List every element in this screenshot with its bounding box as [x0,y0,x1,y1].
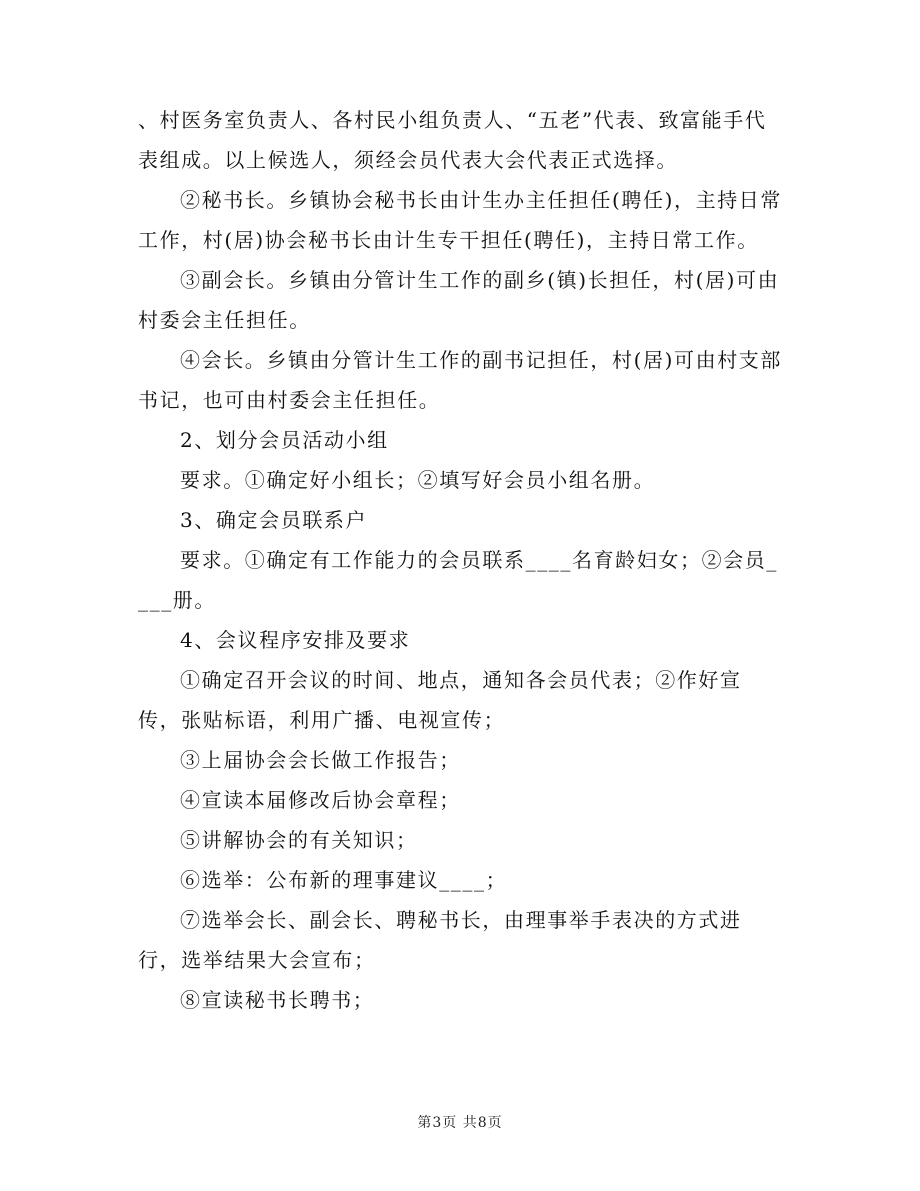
paragraph-16: ⑧宣读秘书长聘书； [180,988,375,1012]
paragraph-15: ⑦选举会长、副会长、聘秘书长，由理事举手表决的方式进行，选举结果大会宣布； [138,908,742,972]
paragraph-6: 要求。①确定好小组长；②填写好会员小组名册。 [180,468,656,492]
paragraph-14: ⑥选举：公布新的理事建议____； [180,868,508,892]
page-number-footer: 第3页 共8页 [417,1115,503,1131]
paragraph-11: ③上届协会会长做工作报告； [180,748,461,772]
paragraph-13: ⑤讲解协会的有关知识； [180,828,418,852]
paragraph-2: ②秘书长。乡镇协会秘书长由计生办主任担任(聘任)，主持日常工作，村(居)协会秘书长由计生专干担任(聘任)，主持日常工作。 [138,188,783,252]
document-body [138,100,782,1020]
section-heading-2: 2、划分会员活动小组 [180,428,389,452]
paragraph-12: ④宣读本届修改后协会章程； [180,788,461,812]
paragraph-1: 、村医务室负责人、各村民小组负责人、“五老”代表、致富能手代表组成。以上候选人，须经会员代表大会代表正式选择。 [138,108,767,172]
section-heading-4: 4、会议程序安排及要求 [180,628,411,652]
paragraph-4: ④会长。乡镇由分管计生工作的副书记担任，村(居)可由村支部书记，也可由村委会主任担任。 [138,348,783,412]
paragraph-10: ①确定召开会议的时间、地点，通知各会员代表；②作好宣传，张贴标语，利用广播、电视宣传； [138,668,742,732]
paragraph-3: ③副会长。乡镇由分管计生工作的副乡(镇)长担任，村(居)可由村委会主任担任。 [138,268,780,332]
paragraph-8: 要求。①确定有工作能力的会员联系____名育龄妇女；②会员____册。 [138,548,778,612]
section-heading-3: 3、确定会员联系户 [180,508,368,532]
